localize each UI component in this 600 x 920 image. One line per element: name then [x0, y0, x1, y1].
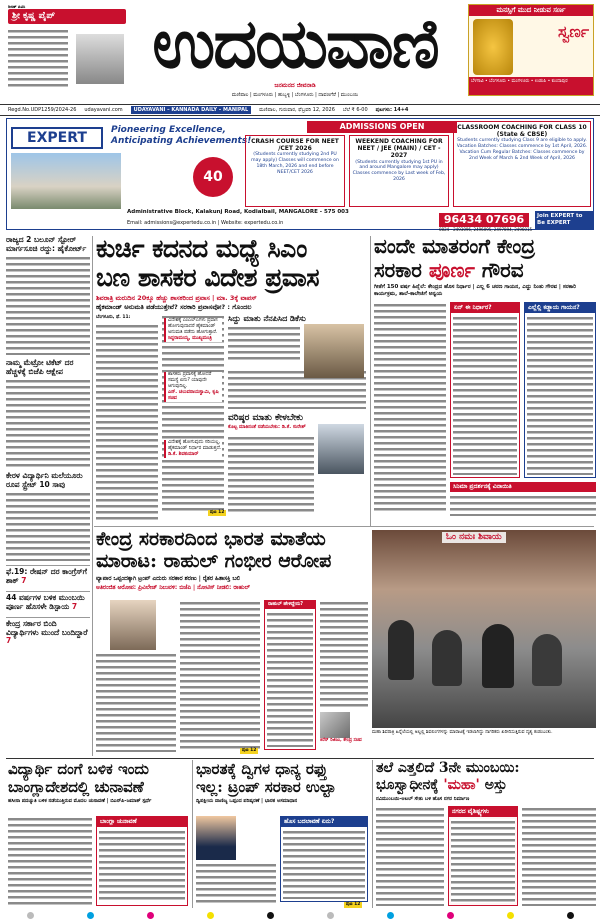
right-body-2	[450, 494, 596, 516]
years-badge: 40	[193, 157, 233, 197]
rahul-body-col1	[96, 652, 176, 752]
expert-contact[interactable]: Email: admissions@expertedu.co.in | Website: expertedu.co.in	[127, 220, 284, 226]
politician-photo	[304, 324, 364, 378]
jewellery-ad	[468, 4, 594, 96]
brief-headline: ನಾಮ್ಮ ಮೆಟ್ರೋ ಟಿಕೆಟ್ ದರ ಹೆಚ್ಚಳಕ್ಕೆ ಬಿಜೆಪಿ ಆಕ್ಷೇಪ	[6, 358, 74, 376]
lead-subhead-2: ಹೈಕಮಾಂಡ್ ಅನುಮತಿ ಪಡೆಯುತ್ತೇವೆ? ಸರಕಾರಿ ಪ್ರವಾಸವೋ? : ಗೊಂದಲ	[96, 303, 252, 311]
mumbai-headline-line1: ತಲೆ ಎತ್ತಲಿದೆ 3ನೇ ಮುಂಬಯಿ:	[376, 760, 520, 776]
trump-headline-line1: ಭಾರತಕ್ಕೆ ದ್ವಿಗಳ ಧಾನ್ಯ ರಫ್ತು	[196, 760, 328, 778]
rahul-headline-line1: ಕೇಂದ್ರ ಸರಕಾರದಿಂದ ಭಾರತ ಮಾತೆಯ	[96, 528, 326, 550]
rahul-headline	[96, 528, 368, 572]
ad-headline: ಮನಸ್ಸಿಗೆ ಮುದ ನೀಡುವ ಸರ್ಣ	[469, 5, 593, 16]
bangladesh-headline-line2: ಬಾಂಗ್ಲಾದೇಶದಲ್ಲಿ ಚುನಾವಣೆ	[8, 778, 144, 796]
website[interactable]: udayavani.com	[84, 106, 123, 113]
mumbai-headline-line2: ಭೂಸ್ವಾಧೀನಕ್ಕೆ 'ಮಹಾ' ಅಸ್ತು	[376, 777, 508, 793]
lead-headline	[96, 234, 366, 292]
right-headline	[374, 234, 596, 282]
side-story-box	[228, 314, 366, 516]
dateline: ಬೆಂಗಳೂರು, ಫೆ. 11:	[96, 315, 131, 320]
expert-phones-small: 0824 - 2493096, 2496095, 2497894, 2496015	[439, 227, 533, 232]
mumbai-subhead: ನವಿಮುಂಬಯಿ-ಅಟಲ್ ಸೇತು ಬಳಿ ಹೊಸ ನಗರ ನಿರ್ಮಾಣ	[376, 796, 470, 802]
lead-headline-line2: ಬಣ ಶಾಸಕರ ವಿದೇಶ ಪ್ರವಾಸ	[96, 263, 319, 292]
mumbai-box-header: ನಗರದ ವೈಶಿಷ್ಟ್ಯಗಳು	[449, 807, 517, 817]
bangladesh-box-header: ಬಾಂಗ್ಲಾ ಚುನಾವಣೆ	[97, 817, 187, 827]
minister-quote: ಶಾಸಕರು ಪ್ರವಾಸಕ್ಕೆ ಹೋದರೆ ಸಮಸ್ಯೆ ಏನು? ಯಾವುದೇ ಆಗುವುದಿಲ್ಲ. ಎನ್. ಚಲುವರಾಯಸ್ವಾಮಿ, ಕೃಷಿ ಸಚಿವ	[164, 372, 222, 402]
crash-course-box	[245, 135, 345, 207]
gold-idol-image	[473, 19, 513, 75]
lead-body-col2	[162, 314, 224, 514]
tagline: ಜನಮನದ ಜೀವನಾಡಿ	[274, 82, 316, 89]
info-bar	[0, 104, 600, 116]
mumbai-body-2	[522, 806, 596, 906]
color-registration-bar	[0, 910, 600, 920]
lead-subhead: ಶಿವರಾತ್ರಿ ಮರುದಿನ 20ಕ್ಕೂ ಹೆಚ್ಚು ಶಾಸಕರಿಂದ ಪ್ರವಾಸ | ಮಾ. 3ಕ್ಕೆ ವಾಪಸ್	[96, 294, 257, 302]
price: ಬೆಲೆ ₹ 6-00	[342, 106, 368, 113]
rahul-said-box	[264, 600, 316, 750]
box1-title: CRASH COURSE FOR NEET /CET 2026	[251, 138, 339, 153]
photo-caption-head: ಓಂ ನಮಃ ಶಿವಾಯ	[442, 532, 506, 543]
bangladesh-body	[8, 816, 92, 906]
trump-headline	[196, 760, 370, 796]
sponsor-name: ಶ್ರೀ ಕೃಷ್ಣ ಪೈಪ್	[8, 9, 126, 24]
admissions-ad	[6, 118, 594, 230]
join-expert: Join EXPERT to Be EXPERT	[535, 211, 593, 229]
trump-body	[196, 862, 276, 906]
rijiju-name: ಕಿರೆನ್ ರಿಜಿಜು, ಕೇಂದ್ರ ಸಚಿವ	[320, 738, 362, 743]
expert-tagline: Pioneering Excellence, Anticipating Achievements!	[111, 125, 252, 147]
issue-date: ಮಣಿಪಾಲ, ಗುರುವಾರ, ಫೆಬ್ರವರಿ 12, 2026	[259, 106, 335, 113]
rahul-subhead-2: ಅತಿರಂಜಿತ ಅರೋಪ: ಪ್ರಿವಿಲೇಜ್ ನಿಲುವಳಿ: ಬಿಜೆಪಿ | ನೋಟಿಸ್ ನೀಡಲಿ: ರಾಹುಲ್	[96, 585, 250, 591]
box3-title: CLASSROOM COACHING FOR CLASS 10 (State & CBSE)	[457, 124, 587, 139]
cm-photo	[318, 424, 364, 474]
trump-headline-line2: ಇಲ್ಲ: ಟ್ರಂಪ್ ಸರಕಾರ ಉಲ್ಟಾ	[196, 778, 336, 796]
rahul-photo	[110, 600, 156, 650]
newspaper-logo: ಉದಯವಾಣಿ	[152, 4, 438, 84]
right-subhead: ಗೀತೆಗೆ 150 ವರ್ಷ ಹಿನ್ನೆಲೆ: ಕೇಂದ್ರದ ಹೊಸ ನಿರ್ಧಾರ | ಎಲ್ಲ 6 ಚರಣ ಗಾಯನ, ಎದ್ದು ನಿಂತು ಗೌರವ | ಸರಕಾರಿ ಕಾರ್ಯಕ್ರಮ, ಶಾಲೆ-ಕಾಲೇಜಿಗೆ ಅನ್ವಯ	[374, 284, 576, 297]
bangladesh-box	[96, 816, 188, 906]
rahul-headline-line2: ಮಾರಾಟ: ರಾಹುಲ್ ಗಂಭೀರ ಆರೋಪ	[96, 550, 332, 572]
dks-quote: ವಿದೇಶಕ್ಕೆ ಹೋಗುವುದು ಸರಿಯಲ್ಲ, ಹೈಕಮಾಂಡ್ ನಿರ್ಧಾರ ಮಾಡುತ್ತದೆ. ಡಿ.ಕೆ. ಶಿವಕುಮಾರ್	[164, 440, 222, 458]
side-story-head: ಸಿದ್ದು ಮಾತು ನೆನಪಿಸಿದ ಡಿಕೆಸು	[228, 314, 306, 323]
decision-box-header: ಏನ್ ಈ ನಿರ್ಧಾರ?	[451, 303, 519, 313]
ad-brand: ಸ್ವರ್ಣ	[558, 21, 589, 41]
rijiju-photo	[320, 712, 350, 738]
trump-subhead: ದ್ವಿಪಕ್ಷೀಯ ವಾಣಿಜ್ಯ ಒಪ್ಪಂದ ಪರಿಷ್ಕರಣೆ | ಭಾರತ ಅಸಮಾಧಾನ	[196, 798, 298, 804]
cinema-exemption: ಸಿನಿಮಾ ಪ್ರದರ್ಶನಕ್ಕೆ ವಿನಾಯಿತಿ	[450, 482, 596, 492]
trump-page-ref: ಪುಟ 12	[346, 902, 361, 907]
right-headline-line2: ಸರಕಾರ ಪೂರ್ಣ ಗೌರವ	[374, 258, 524, 282]
sponsor-line: ರಿಜಿಡ್ ಪಿವಿಸಿ	[8, 4, 26, 9]
right-body	[374, 302, 446, 512]
box2-text: (Students currently studying 1st PU in and around Mangalore may apply) Classes commence by Last week of Feb, 2026	[352, 159, 446, 182]
brief-headline: ರಾಜ್ಯದ 2 ಬಲೂನ್ ಸ್ಟೋರ್ ಮಾರ್ಗಸೂಚಿ ರದ್ದು: ಹೈಕೋರ್ಟ್	[6, 235, 87, 253]
box1-text: (Students currently studying 2nd PU may apply) Classes will commence on 18th March, 2026 and end before NEET/CET 2026	[251, 152, 339, 175]
trump-box	[280, 816, 368, 902]
brief-body	[6, 255, 90, 355]
box2-title: WEEKEND COACHING FOR NEET / JEE (MAIN) / CET - 2027	[355, 138, 443, 160]
trump-box-header: ಹೊಸ ಬದಲಾವಣೆ ಏನು?	[281, 817, 367, 827]
page-count: ಪುಟಗಳು: 14+4	[375, 106, 409, 113]
editions-list: ಮಣಿಪಾಲ | ಮಂಗಳೂರು | ಹುಬ್ಬಳ್ಳಿ | ಬೆಂಗಳೂರು | ದಾವಣಗೆರೆ | ಮುಂಬಯಿ	[231, 92, 359, 98]
rijiju-box	[320, 600, 368, 750]
cm-quote: ವಿದೇಶಕ್ಕೆ ಎಂಎಲ್‌ಎಗಳು ಪ್ರವಾಸ ಹೋಗುವುದಾದರೆ ಹೈಕಮಾಂಡ್ ಅನುಮತಿ ಪಡೆದು ಹೋಗುತ್ತಾರೆ. ಸಿದ್ದರಾಮಯ್ಯ, ಮುಖ್ಯಮಂತ್ರಿ	[164, 318, 222, 342]
shivalinga-photo	[372, 530, 596, 728]
expert-address: Administrative Block, Kalakunj Road, Kodialbail, MANGALORE - 575 003	[127, 209, 349, 215]
sponsor-details	[8, 28, 68, 88]
brief-headline: ಕೇರಳ ವಿದ್ಯಾರ್ಥಿನಿ ಮಲೆಯೂರು ರೂಪ ಸ್ಟ್ರೇಟ್ 10 ಸಾವು	[6, 471, 83, 489]
left-briefs-column	[6, 236, 90, 758]
bangladesh-headline-line1: ವಿದ್ಯಾರ್ಥಿ ದಂಗೆ ಬಳಿಕ ಇಂದು	[8, 760, 149, 778]
page-ref: 7	[21, 575, 27, 585]
rahul-page-ref: ಪುಟ 12	[242, 748, 257, 753]
side-story-sub: ಕೊಟ್ಟ ಮಾತಿನಂತೆ ನಡೆಯಬೇಕು: ಡಿ.ಕೆ. ಸುರೇಶ್	[228, 424, 306, 431]
mumbai-body	[376, 806, 444, 906]
lead-headline-line1: ಕುರ್ಚಿ ಕದನದ ಮಧ್ಯೆ ಸಿಎಂ	[96, 234, 307, 263]
page-ref: 7	[6, 636, 12, 645]
box3-text: Students currently studying Class 9 are eligible to apply. Vacation Batches: Classes commence by 1st April, 2026. Vacation Cum Regular Batches: Classes commence by 2nd Week of March & 2nd Week of April, 2026	[456, 138, 588, 161]
registration-number: Regd.No.UDP1259/2024-26	[8, 106, 77, 113]
campus-photo	[11, 153, 121, 209]
lead-page-ref: ಪುಟ 12	[210, 510, 225, 515]
admissions-header: ADMISSIONS OPEN	[307, 121, 457, 133]
edition-pill: UDAYAVANI – KANNADA DAILY – MANIPAL	[131, 106, 252, 114]
side-story-head-2: ವರಿಷ್ಠರ ಮಾತು ಕೇಳಬೇಕು	[228, 413, 303, 423]
class10-coaching-box	[453, 121, 591, 207]
rahul-body-col2	[180, 600, 260, 752]
mandatory-box	[524, 302, 596, 478]
decision-box	[450, 302, 520, 478]
ad-branches: ಬೆಳಗಾವಿ • ಬೆಂಗಳೂರು • ಮಂಗಳೂರು • ಉಡುಪಿ • ಕುಂದಾಪುರ	[469, 77, 593, 95]
expert-logo: EXPERT	[11, 127, 103, 149]
brief-headline: ಫೆ.19: ರೇಷನ್ ದರ ಕಾಂಗ್ರೆಸ್‌ಗೆ ಶಾಕ್ 7	[6, 565, 90, 585]
expert-phone: 96434 07696	[439, 213, 529, 227]
brief-body	[6, 378, 90, 468]
right-headline-line1: ವಂದೇ ಮಾತರಂಗೆ ಕೇಂದ್ರ	[374, 234, 536, 258]
photo-caption: ಮಹಾ ಶಿವರಾತ್ರಿ ಹಿನ್ನೆಲೆಯಲ್ಲಿ ಅಲ್ಲಲ್ಲಿ ಶಿವಲಿಂಗಗಳನ್ನು ಮಾರಾಟಕ್ಕೆ ಇಡಲಾಗಿದ್ದು ನಾಗರಿಕರು ಖರೀದಿಸುತ್ತಿರುವ ದೃಶ್ಯ ಕಂಡುಬಂತು.	[372, 730, 553, 735]
pipe-image	[76, 34, 124, 84]
mumbai-headline	[376, 760, 596, 794]
brief-headline: ಕೇಂದ್ರ ಸರ್ಕಾರ ಬಿಂದಿ ವಿದ್ಯಾರ್ಥಿಗಳು ಮುಂದೆ ಬಂದಿದ್ದಾರೆ 7	[6, 617, 90, 646]
brief-headline: 44 ವರ್ಷಗಳ ಬಳಿಕ ಮುಂಬಯಿ ಪೂರ್ಣ ಹೊಸಳೇ ಡಿಸ್ಪಾಯ 7	[6, 591, 90, 611]
bangladesh-subhead: ಹಸೀನಾ ಪದಚ್ಯುತಿ ಬಳಿಕ ನಡೆಯುತ್ತಿರುವ ಮೊದಲ ಚುನಾವಣೆ | ಬಿಎನ್‌ಪಿ-ಜಮಾತ್ ಸ್ಪರ್ಧೆ	[8, 798, 152, 804]
lead-body-col1	[96, 314, 158, 523]
sponsor-ad	[8, 4, 126, 104]
page-ref: 7	[71, 601, 78, 611]
bangladesh-headline	[8, 760, 188, 796]
rahul-subhead: ವ್ಯಾಪಾರ ಒಪ್ಪಂದಕ್ಕಾಗಿ ಟ್ರಂಪ್ ಎದುರು ಸರಕಾರ ಶರಣು | ರೈತರ ಹಿತಾಸಕ್ತಿ ಬಲಿ	[96, 576, 240, 582]
brief-body	[6, 491, 90, 561]
mumbai-box	[448, 806, 518, 906]
mandatory-box-header: ಎಲ್ಲೆಲ್ಲಿ ಕಡ್ಡಾಯ ಗಾಯನ?	[525, 303, 595, 313]
rahul-said-header: ರಾಹುಲ್ ಹೇಳಿದ್ದೇನು?	[265, 601, 315, 609]
trump-photo	[196, 816, 236, 860]
weekend-coaching-box	[349, 135, 449, 207]
